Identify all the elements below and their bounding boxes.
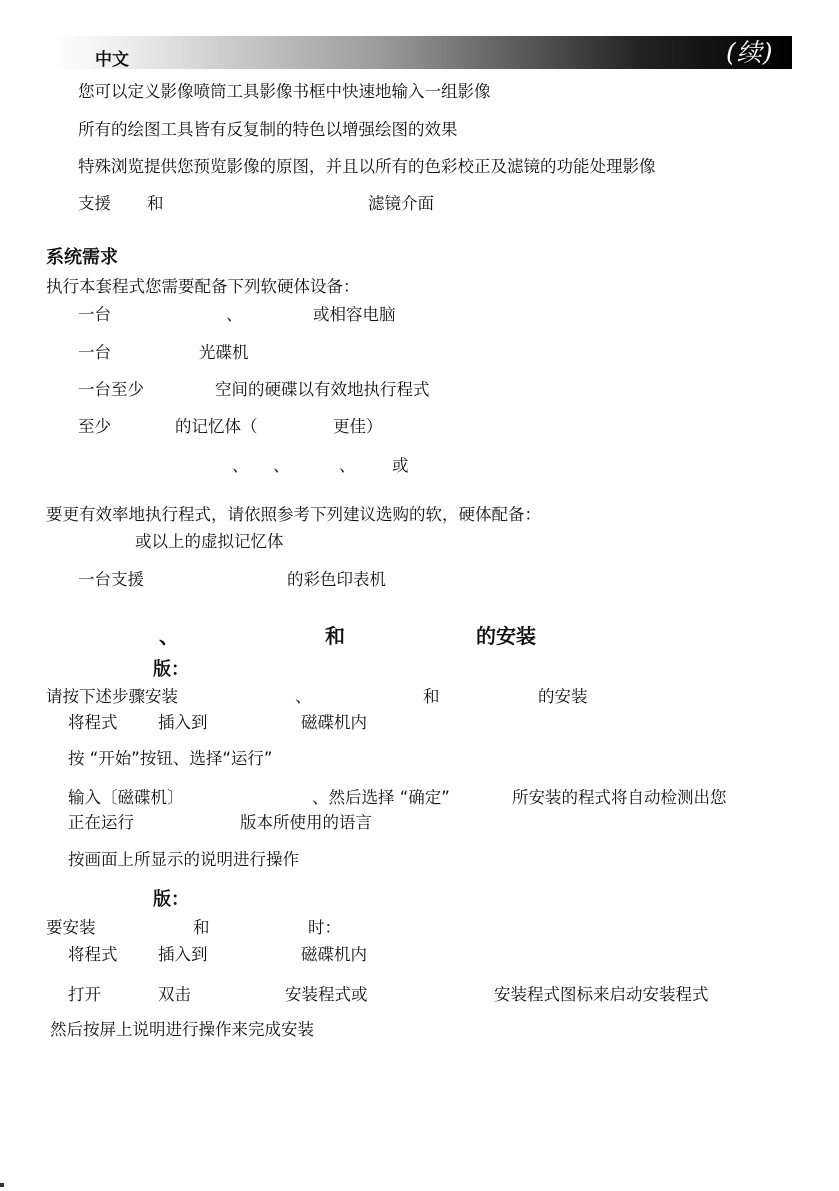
win-step-3-a: 输入〔磁碟机〕 bbox=[68, 788, 184, 807]
install-title-and: 和 bbox=[325, 624, 345, 648]
win-step-3-c: 所安装的程式将自动检测出您 bbox=[512, 788, 727, 807]
req-2-b: 光碟机 bbox=[199, 343, 249, 362]
req-5-d: 或 bbox=[392, 456, 409, 475]
req-1-b: 、 bbox=[226, 305, 243, 324]
win-step-4: 按画面上所显示的说明进行操作 bbox=[68, 850, 299, 869]
req-5-b: 、 bbox=[273, 456, 290, 475]
feature-line-4-b: 和 bbox=[147, 194, 164, 213]
mac-step-1-c: 磁碟机内 bbox=[301, 945, 367, 964]
feature-line-4-a: 支援 bbox=[78, 194, 111, 213]
win-step-3-d: 正在运行 bbox=[68, 813, 134, 832]
header-language: 中文 bbox=[95, 50, 129, 70]
req-3-b: 空间的硬碟以有效地执行程式 bbox=[215, 380, 430, 399]
req-1-c: 或相容电脑 bbox=[313, 305, 396, 324]
win-step-3-b: 、然后选择 “确定” bbox=[312, 788, 450, 807]
mac-intro-c: 时： bbox=[308, 918, 341, 937]
req-2-a: 一台 bbox=[78, 343, 111, 362]
mac-step-3: 然后按屏上说明进行操作来完成安装 bbox=[50, 1020, 314, 1039]
sysreq-intro: 执行本套程式您需要配备下列软硬体设备： bbox=[46, 277, 360, 296]
mac-intro-b: 和 bbox=[193, 918, 210, 937]
req-5-a: 、 bbox=[232, 456, 249, 475]
recommend-2-a: 一台支援 bbox=[78, 570, 144, 589]
req-5-c: 、 bbox=[339, 456, 356, 475]
install-title-end: 的安装 bbox=[476, 624, 536, 648]
continued-mark: (续) bbox=[726, 38, 774, 67]
req-4-b: 的记忆体（ bbox=[175, 417, 258, 436]
mac-version-label: 版： bbox=[153, 889, 189, 910]
install-intro-d: 的安装 bbox=[538, 687, 588, 706]
feature-line-3: 特殊浏览提供您预览影像的原图，并且以所有的色彩校正及滤镜的功能处理影像 bbox=[78, 157, 656, 176]
header-bar bbox=[48, 36, 792, 69]
windows-version-label: 版： bbox=[153, 659, 189, 680]
win-step-2: 按 “开始”按钮、选择“运行” bbox=[68, 749, 273, 768]
feature-line-4-c: 滤镜介面 bbox=[368, 194, 434, 213]
install-intro-a: 请按下述步骤安装 bbox=[46, 687, 178, 706]
req-1-a: 一台 bbox=[78, 305, 111, 324]
recommend-2-b: 的彩色印表机 bbox=[287, 570, 386, 589]
recommend-intro: 要更有效率地执行程式，请依照参考下列建议选购的软，硬体配备： bbox=[46, 505, 541, 524]
recommend-1: 或以上的虚拟记忆体 bbox=[135, 532, 284, 551]
feature-line-1: 您可以定义影像喷筒工具影像书框中快速地输入一组影像 bbox=[78, 82, 491, 101]
mac-step-2-b: 双击 bbox=[158, 985, 191, 1004]
win-step-1-b: 插入到 bbox=[158, 713, 208, 732]
mac-intro-a: 要安装 bbox=[46, 918, 96, 937]
mac-step-2-a: 打开 bbox=[68, 985, 101, 1004]
install-intro-c: 和 bbox=[423, 687, 440, 706]
mac-step-1-b: 插入到 bbox=[158, 945, 208, 964]
req-4-c: 更佳） bbox=[333, 417, 383, 436]
sysreq-heading: 系统需求 bbox=[46, 247, 118, 268]
install-intro-b: 、 bbox=[295, 687, 312, 706]
mac-step-2-c: 安装程式或 bbox=[285, 985, 368, 1004]
corner-mark bbox=[0, 1183, 4, 1187]
win-step-3-e: 版本所使用的语言 bbox=[240, 813, 372, 832]
install-title-sep: 、 bbox=[159, 624, 179, 648]
mac-step-2-d: 安装程式图标来启动安装程式 bbox=[494, 985, 709, 1004]
win-step-1-c: 磁碟机内 bbox=[301, 713, 367, 732]
win-step-1-a: 将程式 bbox=[68, 713, 118, 732]
feature-line-2: 所有的绘图工具皆有反复制的特色以增强绘图的效果 bbox=[78, 120, 458, 139]
req-4-a: 至少 bbox=[78, 417, 111, 436]
req-3-a: 一台至少 bbox=[78, 380, 144, 399]
mac-step-1-a: 将程式 bbox=[68, 945, 118, 964]
